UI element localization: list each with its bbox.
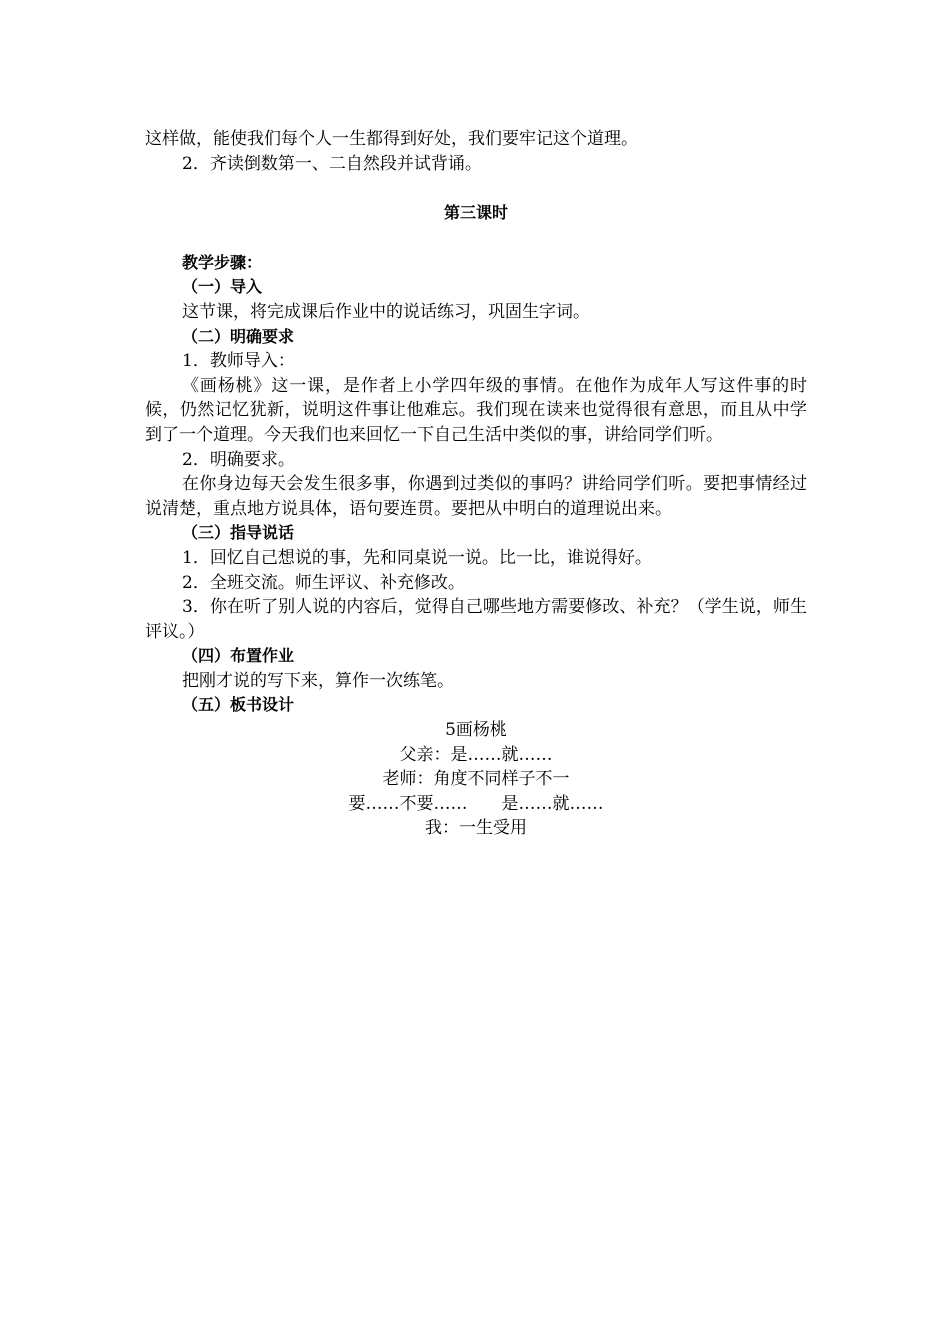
section-heading: （一）导入 — [182, 277, 263, 297]
lesson-title: 第三课时 — [443, 203, 508, 223]
list-item: 2．齐读倒数第一、二自然段并试背诵。 — [182, 153, 482, 174]
section-heading: （二）明确要求 — [182, 326, 295, 346]
list-item: 3．你在听了别人说的内容后，觉得自己哪些地方需要修改、补充？（学生说，师生评议。） — [145, 597, 807, 642]
section-heading: （五）板书设计 — [182, 695, 295, 715]
board-line — [145, 792, 807, 817]
document-page — [145, 127, 807, 841]
paragraph: 把刚才说的写下来，算作一次练笔。 — [182, 670, 454, 691]
list-item: 1．回忆自己想说的事，先和同桌说一说。比一比，谁说得好。 — [182, 547, 652, 568]
blackboard-design — [145, 718, 807, 841]
list-item: 2．明确要求。 — [182, 449, 295, 470]
list-item: 2．全班交流。师生评议、补充修改。 — [182, 572, 465, 593]
board-line: 老师：角度不同样子不一 — [382, 769, 570, 790]
board-line: 父亲：是……就…… — [399, 744, 553, 765]
section-heading: （四）布置作业 — [182, 646, 295, 666]
paragraph: 在你身边每天会发生很多事，你遇到过类似的事吗？讲给同学们听。要把事情经过说清楚，重点地方说具体，语句要连贯。要把从中明白的道理说出来。 — [145, 474, 807, 519]
board-title: 5画杨桃 — [445, 720, 507, 741]
board-line: 我：一生受用 — [425, 818, 527, 839]
board-line-left: 要……不要…… — [348, 793, 468, 814]
steps-heading: 教学步骤： — [182, 252, 263, 272]
board-line-right: 是……就…… — [501, 793, 604, 814]
list-item: 1．教师导入： — [182, 351, 295, 372]
section-heading: （三）指导说话 — [182, 523, 295, 543]
paragraph: 这节课，将完成课后作业中的说话练习，巩固生字词。 — [182, 301, 590, 322]
paragraph: 《画杨桃》这一课，是作者上小学四年级的事情。在他作为成年人写这件事的时候，仍然记忆犹新，说明这件事让他难忘。我们现在读来也觉得很有意思，而且从中学到了一个道理。今天我们也来回忆一下自己生活中类似的事，讲给同学们听。 — [145, 375, 807, 445]
text-line: 这样做，能使我们每个人一生都得到好处，我们要牢记这个道理。 — [145, 129, 638, 149]
